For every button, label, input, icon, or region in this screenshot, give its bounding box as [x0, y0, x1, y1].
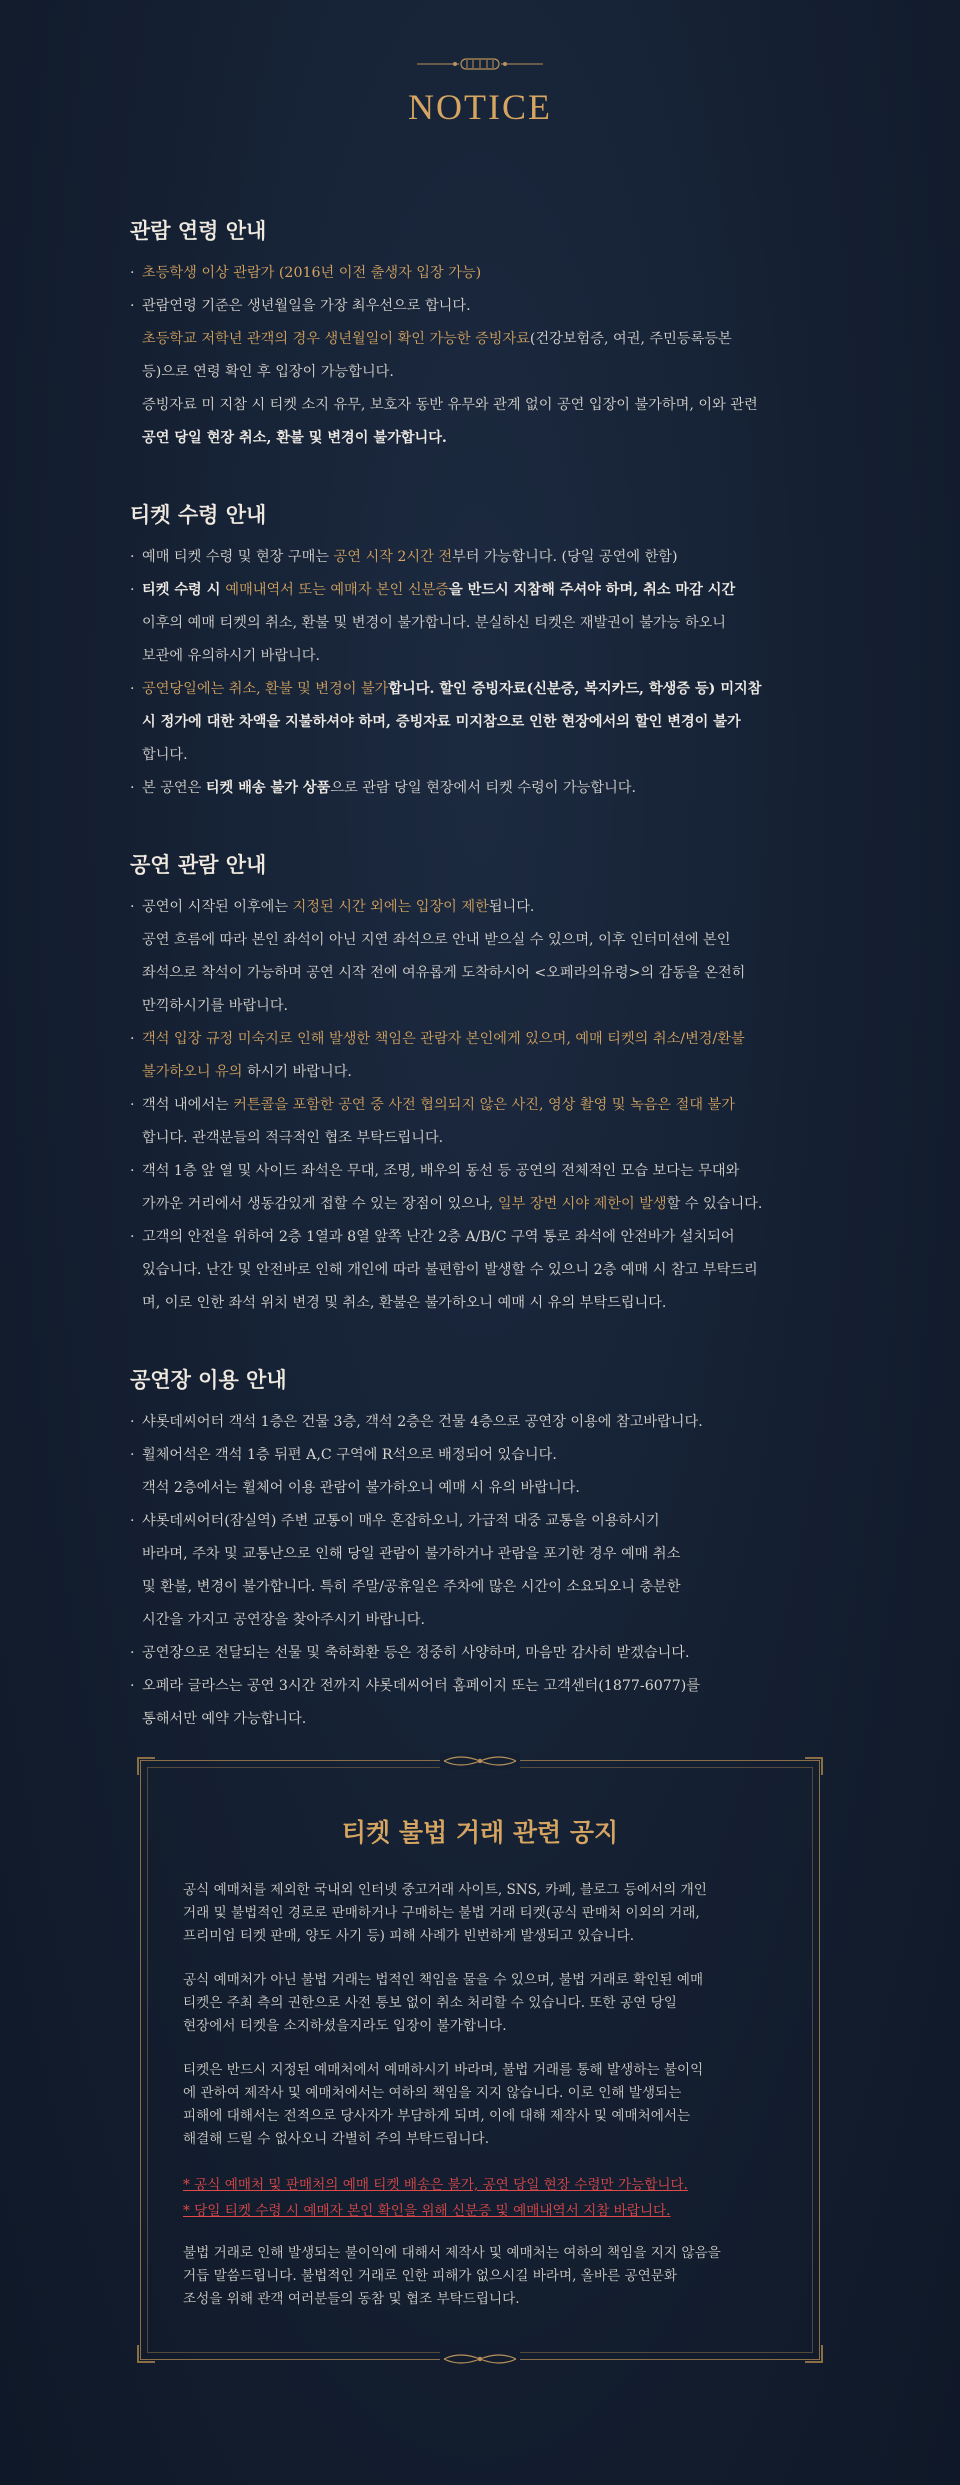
- line-text: 만끽하시기를 바랍니다.: [142, 998, 289, 1014]
- bullet-icon: ·: [130, 1447, 135, 1463]
- notice-line: [130, 772, 830, 805]
- notice-line: [130, 739, 830, 772]
- notice-line: [130, 957, 830, 990]
- notice-line: [130, 673, 830, 706]
- paragraph-line: 현장에서 티켓을 소지하셨을지라도 입장이 불가합니다.: [183, 2018, 507, 2034]
- notice-line: [130, 924, 830, 957]
- line-text: 객석 입장 규정 미숙지로 인해 발생한 책임은 관람자 본인에게 있으며, 예매 티켓의 취소/변경/환불: [142, 1031, 745, 1047]
- line-text: 커튼콜을 포함한 공연 중 사전 협의되지 않은 사진, 영상 촬영 및 녹음은 절대 불가: [233, 1097, 735, 1113]
- line-text: 등)으로 연령 확인 후 입장이 가능합니다.: [142, 364, 394, 380]
- line-text: 본 공연은: [142, 780, 206, 796]
- notice-line: [130, 356, 830, 389]
- line-text: 샤롯데씨어터 객석 1층은 건물 3층, 객석 2층은 건물 4층으로 공연장 이용에 참고바랍니다.: [142, 1414, 703, 1430]
- notice-line: [130, 640, 830, 673]
- paragraph-line: 해결해 드릴 수 없사오니 각별히 주의 부탁드립니다.: [183, 2131, 490, 2147]
- bullet-icon: ·: [130, 1645, 135, 1661]
- line-text: 됩니다.: [488, 899, 535, 915]
- line-text: 있습니다. 난간 및 안전바로 인해 개인에 따라 불편함이 발생할 수 있으니 2층 예매 시 참고 부탁드리: [142, 1262, 758, 1278]
- paragraph-line: 불법 거래로 인해 발생되는 불이익에 대해서 제작사 및 예매처는 여하의 책임을 지지 않음을: [183, 2245, 721, 2261]
- line-text: 객석 1층 앞 열 및 사이드 좌석은 무대, 조명, 배우의 동선 등 공연의 전체적인 모습 보다는 무대와: [142, 1163, 740, 1179]
- notice-line: [130, 1155, 830, 1188]
- line-text: 가까운 거리에서 생동감있게 접할 수 있는 장점이 있으나,: [142, 1196, 498, 1212]
- notice-line: [130, 1538, 830, 1571]
- line-text: 통해서만 예약 가능합니다.: [142, 1711, 307, 1727]
- box-title: 티켓 불법 거래 관련 공지: [341, 1818, 619, 1847]
- bullet-icon: ·: [130, 1097, 135, 1113]
- notice-line: [130, 257, 830, 290]
- notice-line: [130, 1406, 830, 1439]
- flourish-ornament-icon: [440, 2351, 520, 2367]
- bullet-icon: ·: [130, 298, 135, 314]
- notice-line: [130, 706, 830, 739]
- line-text: 합니다. 할인 증빙자료(신분증, 복지카드, 학생증 등) 미지참: [388, 681, 762, 697]
- line-text: 예매내역서 또는 예매자 본인 신분증: [225, 582, 449, 598]
- paragraph-line: 피해에 대해서는 전적으로 당사자가 부담하게 되며, 이에 대해 제작사 및 예매처에서는: [183, 2108, 691, 2124]
- paragraph-line: 조성을 위해 관객 여러분들의 동참 및 협조 부탁드립니다.: [183, 2291, 520, 2307]
- warning-line: * 공식 예매처 및 판매처의 예매 티켓 배송은 불가, 공연 당일 현장 수령만 가능합니다.: [183, 2177, 688, 2193]
- paragraph-line: 프리미엄 티켓 판매, 양도 사기 등) 피해 사례가 빈번하게 발생되고 있습니다.: [183, 1928, 635, 1944]
- line-text: 샤롯데씨어터(잠실역) 주변 교통이 매우 혼잡하오니, 가급적 대중 교통을 이용하시기: [142, 1513, 660, 1529]
- corner-ornament: [805, 1757, 823, 1775]
- notice-line: [130, 1505, 830, 1538]
- bullet-icon: ·: [130, 1678, 135, 1694]
- line-text: 을 반드시 지참해 주셔야 하며, 취소 마감 시간: [448, 582, 736, 598]
- line-text: 공연장으로 전달되는 선물 및 축하화환 등은 정중히 사양하며, 마음만 감사히 받겠습니다.: [142, 1645, 690, 1661]
- bullet-icon: ·: [130, 582, 135, 598]
- line-text: 불가하오니 유의: [142, 1064, 243, 1080]
- line-text: 고객의 안전을 위하여 2층 1열과 8열 앞쪽 난간 2층 A/B/C 구역 통로 좌석에 안전바가 설치되어: [142, 1229, 735, 1245]
- notice-line: [130, 574, 830, 607]
- bullet-icon: ·: [130, 265, 135, 281]
- line-text: 이후의 예매 티켓의 취소, 환불 및 변경이 불가합니다. 분실하신 티켓은 재발권이 불가능 하오니: [142, 615, 726, 631]
- notice-line: [130, 1287, 830, 1320]
- notice-line: [130, 990, 830, 1023]
- flourish-ornament-icon: [440, 1753, 520, 1769]
- notice-header: [0, 56, 960, 128]
- paragraph-line: 공식 예매처가 아닌 불법 거래는 법적인 책임을 물을 수 있으며, 불법 거래로 확인된 예매: [183, 1972, 704, 1988]
- line-text: 관람연령 기준은 생년월일을 가장 최우선으로 합니다.: [142, 298, 471, 314]
- line-text: (건강보험증, 여권, 주민등록등본: [529, 331, 732, 347]
- line-text: 합니다. 관객분들의 적극적인 협조 부탁드립니다.: [142, 1130, 444, 1146]
- line-text: 공연이 시작된 이후에는: [142, 899, 293, 915]
- bullet-icon: ·: [130, 1414, 135, 1430]
- notice-line: [130, 1122, 830, 1155]
- line-text: 오페라 글라스는 공연 3시간 전까지 샤롯데씨어터 홈페이지 또는 고객센터(1877-6077)를: [142, 1678, 701, 1694]
- line-text: 공연 당일 현장 취소, 환불 및 변경이 불가합니다.: [142, 430, 447, 446]
- notice-line: [130, 891, 830, 924]
- bullet-icon: ·: [130, 1031, 135, 1047]
- box-paragraph: [183, 1969, 779, 2038]
- notice-line: [130, 422, 830, 455]
- notice-line: [130, 1637, 830, 1670]
- notice-line: [130, 1188, 830, 1221]
- paragraph-line: 거래 및 불법적인 경로로 판매하거나 구매하는 불법 거래 티켓(공식 판매처 이외의 거래,: [183, 1905, 700, 1921]
- notice-line: [130, 1056, 830, 1089]
- bullet-icon: ·: [130, 780, 135, 796]
- warning-line: * 당일 티켓 수령 시 예매자 본인 확인을 위해 신분증 및 예매내역서 지참 바랍니다.: [183, 2203, 671, 2219]
- line-text: 며, 이로 인한 좌석 위치 변경 및 취소, 환불은 불가하오니 예매 시 유의 부탁드립니다.: [142, 1295, 667, 1311]
- notice-line: [130, 1089, 830, 1122]
- corner-ornament: [137, 1757, 155, 1775]
- line-text: 객석 2층에서는 휠체어 이용 관람이 불가하오니 예매 시 유의 바랍니다.: [142, 1480, 580, 1496]
- notice-section: [130, 499, 830, 805]
- notice-line: [130, 1254, 830, 1287]
- notice-line: [130, 389, 830, 422]
- bullet-icon: ·: [130, 681, 135, 697]
- corner-ornament: [137, 2345, 155, 2363]
- line-text: 객석 내에서는: [142, 1097, 234, 1113]
- line-text: 바라며, 주차 및 교통난으로 인해 당일 관람이 불가하거나 관람을 포기한 경우 예매 취소: [142, 1546, 681, 1562]
- box-paragraph: [183, 2059, 779, 2151]
- notice-section: [130, 849, 830, 1320]
- notice-line: [130, 1439, 830, 1472]
- line-text: 할 수 있습니다.: [666, 1196, 763, 1212]
- line-text: 증빙자료 미 지참 시 티켓 소지 유무, 보호자 동반 유무와 관계 없이 공연 입장이 불가하며, 이와 관련: [142, 397, 758, 413]
- notice-line: [130, 323, 830, 356]
- section-title: 관람 연령 안내: [130, 218, 267, 243]
- paragraph-line: 에 관하여 제작사 및 예매처에서는 여하의 책임을 지지 않습니다. 이로 인해 발생되는: [183, 2085, 682, 2101]
- notice-line: [130, 1023, 830, 1056]
- box-body: [183, 1879, 779, 2332]
- section-title: 공연장 이용 안내: [130, 1367, 287, 1392]
- notice-section: [130, 215, 830, 455]
- notice-line: [130, 541, 830, 574]
- section-title: 공연 관람 안내: [130, 852, 267, 877]
- notice-line: [130, 1703, 830, 1736]
- line-text: 하시기 바랍니다.: [242, 1064, 352, 1080]
- paragraph-line: 공식 예매처를 제외한 국내외 인터넷 중고거래 사이트, SNS, 카페, 블로그 등에서의 개인: [183, 1882, 707, 1898]
- line-text: 시 정가에 대한 차액을 지불하셔야 하며, 증빙자료 미지참으로 인한 현장에서의 할인 변경이 불가: [142, 714, 741, 730]
- line-text: 공연 흐름에 따라 본인 좌석이 아닌 지연 좌석으로 안내 받으실 수 있으며, 이후 인터미션에 본인: [142, 932, 731, 948]
- line-text: 으로 관람 당일 현장에서 티켓 수령이 가능합니다.: [330, 780, 636, 796]
- notice-line: [130, 1604, 830, 1637]
- paragraph-line: 티켓은 반드시 지정된 예매처에서 예매하시기 바라며, 불법 거래를 통해 발생하는 불이익: [183, 2062, 704, 2078]
- closing-paragraph: [183, 2242, 779, 2311]
- bullet-icon: ·: [130, 1513, 135, 1529]
- box-paragraph: [183, 1879, 779, 1948]
- bullet-icon: ·: [130, 1229, 135, 1245]
- section-title: 티켓 수령 안내: [130, 502, 267, 527]
- notice-line: [130, 1472, 830, 1505]
- paragraph-line: 티켓은 주최 측의 권한으로 사전 통보 없이 취소 처리할 수 있습니다. 또한 공연 당일: [183, 1995, 677, 2011]
- line-text: 초등학생 이상 관람가 (2016년 이전 출생자 입장 가능): [142, 265, 482, 281]
- warning-list: [183, 2172, 779, 2224]
- notice-sections: [130, 215, 830, 1780]
- notice-line: [130, 1670, 830, 1703]
- line-text: 좌석으로 착석이 가능하며 공연 시작 전에 여유롭게 도착하시어 <오페라의유령>의 감동을 온전히: [142, 965, 746, 981]
- line-text: 휠체어석은 객석 1층 뒤편 A,C 구역에 R석으로 배정되어 있습니다.: [142, 1447, 557, 1463]
- page-title: NOTICE: [408, 87, 552, 127]
- illegal-ticket-notice-box: [140, 1760, 820, 2360]
- line-text: 예매 티켓 수령 및 현장 구매는: [142, 549, 334, 565]
- paragraph-line: 거듭 말씀드립니다. 불법적인 거래로 인한 피해가 없으시길 바라며, 올바른 공연문화: [183, 2268, 678, 2284]
- line-text: 및 환불, 변경이 불가합니다. 특히 주말/공휴일은 주차에 많은 시간이 소요되오니 충분한: [142, 1579, 681, 1595]
- line-text: 티켓 수령 시: [142, 582, 226, 598]
- line-text: 초등학교 저학년 관객의 경우 생년월일이 확인 가능한 증빙자료: [142, 331, 530, 347]
- bullet-icon: ·: [130, 899, 135, 915]
- corner-ornament: [805, 2345, 823, 2363]
- scroll-ornament-icon: [415, 56, 545, 72]
- bullet-icon: ·: [130, 549, 135, 565]
- notice-line: [130, 1221, 830, 1254]
- bullet-icon: ·: [130, 1163, 135, 1179]
- line-text: 부터 가능합니다. (당일 공연에 한함): [452, 549, 678, 565]
- notice-line: [130, 1571, 830, 1604]
- line-text: 보관에 유의하시기 바랍니다.: [142, 648, 320, 664]
- line-text: 공연당일에는 취소, 환불 및 변경이 불가: [142, 681, 389, 697]
- line-text: 지정된 시간 외에는 입장이 제한: [292, 899, 489, 915]
- line-text: 합니다.: [142, 747, 188, 763]
- notice-section: [130, 1364, 830, 1736]
- line-text: 공연 시작 2시간 전: [333, 549, 453, 565]
- line-text: 시간을 가지고 공연장을 찾아주시기 바랍니다.: [142, 1612, 425, 1628]
- line-text: 티켓 배송 불가 상품: [205, 780, 331, 796]
- notice-line: [130, 607, 830, 640]
- notice-line: [130, 290, 830, 323]
- line-text: 일부 장면 시야 제한이 발생: [497, 1196, 667, 1212]
